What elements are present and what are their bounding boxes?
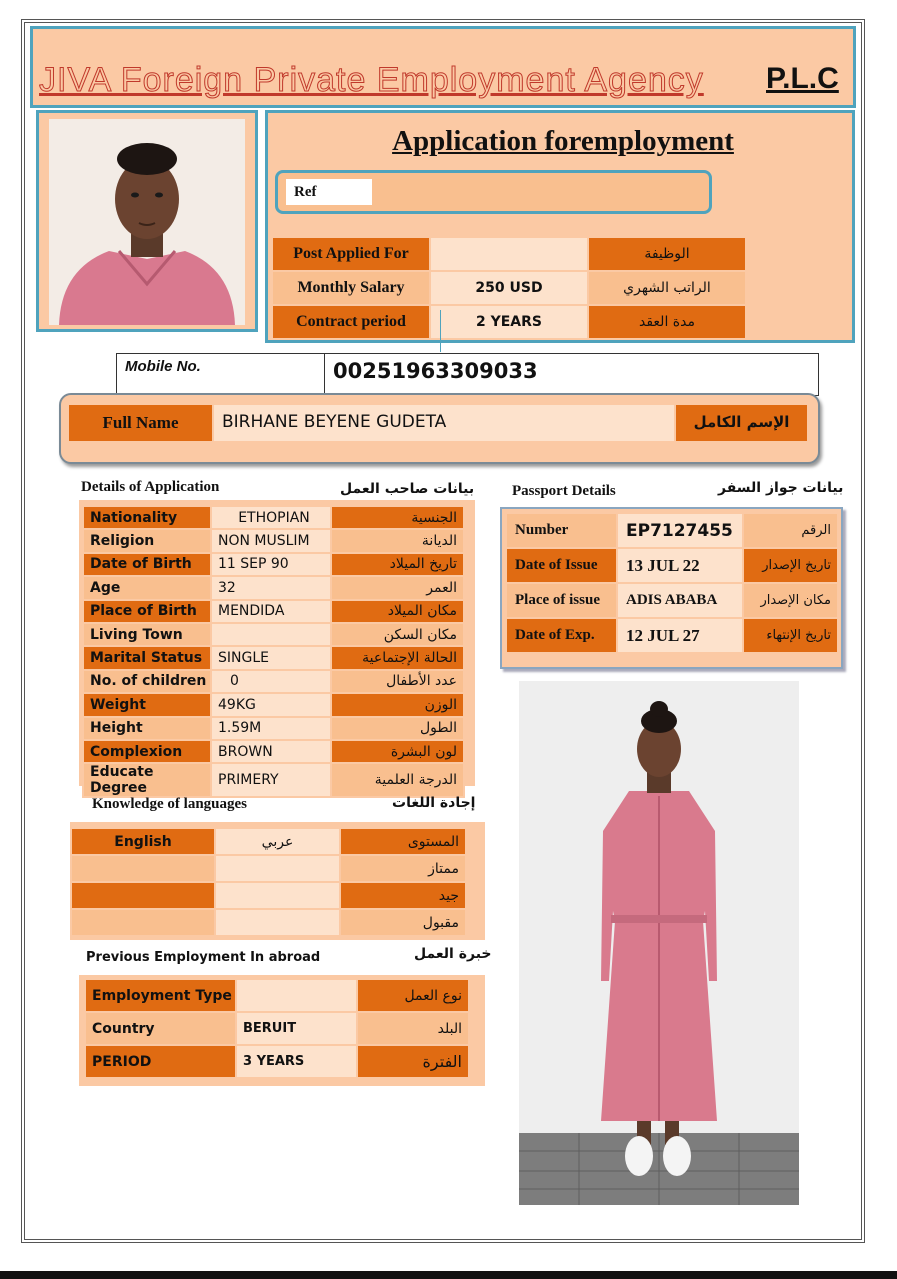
previous-value: BERUIT [236, 1012, 357, 1045]
agency-name: JIVA Foreign Private Employment Agency [39, 61, 704, 99]
passport-title-ar: بيانات جواز السفر [718, 480, 844, 496]
lang-arabic-cell [215, 855, 340, 882]
details-value: MENDIDA [211, 600, 331, 623]
lang-level: مقبول [340, 909, 466, 936]
details-label-ar: تاريخ الميلاد [331, 553, 464, 576]
details-value: NON MUSLIM [211, 529, 331, 552]
previous-title-ar: خبرة العمل [414, 946, 492, 962]
full-name-label: Full Name [69, 405, 212, 441]
connector-line [440, 310, 441, 352]
passport-label-ar: مكان الإصدار [743, 583, 838, 618]
details-label-ar: الديانة [331, 529, 464, 552]
details-label: Religion [83, 529, 211, 552]
table-row [83, 717, 464, 740]
passport-label-ar: تاريخ الإنتهاء [743, 618, 838, 653]
lang-arabic-cell [215, 909, 340, 936]
agency-header [30, 26, 856, 108]
lang-header-level: المستوى [340, 828, 466, 855]
table-row [83, 600, 464, 623]
divider [324, 354, 325, 395]
mobile-label: Mobile No. [125, 358, 201, 375]
passport-issue-place: ADIS ABABA [617, 583, 743, 618]
table-row [83, 763, 464, 797]
details-label-ar: عدد الأطفال [331, 670, 464, 693]
details-value: 11 SEP 90 [211, 553, 331, 576]
previous-label-ar: البلد [357, 1012, 469, 1045]
passport-expiry-date: 12 JUL 27 [617, 618, 743, 653]
details-label: No. of children [83, 670, 211, 693]
table-row [506, 583, 838, 618]
previous-label-ar: نوع العمل [357, 979, 469, 1012]
details-label: Nationality [83, 506, 211, 529]
passport-label-ar: تاريخ الإصدار [743, 548, 838, 583]
contract-label: Contract period [272, 305, 430, 339]
previous-value: 3 YEARS [236, 1045, 357, 1078]
details-value: 1.59M [211, 717, 331, 740]
details-label: Height [83, 717, 211, 740]
table-row [71, 909, 466, 936]
details-value [211, 623, 331, 646]
full-name-value: BIRHANE BEYENE GUDETA [214, 405, 674, 441]
details-label: Weight [83, 693, 211, 716]
details-value: ETHOPIAN [211, 506, 331, 529]
details-label: Marital Status [83, 646, 211, 669]
post-label-ar: الوظيفة [588, 237, 746, 271]
table-row [506, 513, 838, 548]
details-label-ar: العمر [331, 576, 464, 599]
previous-title: Previous Employment In abroad [86, 950, 321, 965]
languages-title: Knowledge of languages [92, 796, 248, 812]
table-row [83, 506, 464, 529]
details-label-ar: الوزن [331, 693, 464, 716]
agency-suffix: P.L.C [766, 62, 839, 95]
lang-arabic-cell [215, 882, 340, 909]
lang-level: جيد [340, 882, 466, 909]
table-row [71, 855, 466, 882]
post-label: Post Applied For [272, 237, 430, 271]
contract-label-ar: مدة العقد [588, 305, 746, 339]
table-row [83, 529, 464, 552]
previous-panel [79, 975, 485, 1086]
full-name-panel [59, 393, 820, 464]
table-row [83, 670, 464, 693]
lang-english-cell [71, 855, 215, 882]
details-label-ar: الطول [331, 717, 464, 740]
previous-label: PERIOD [85, 1045, 236, 1078]
details-value: SINGLE [211, 646, 331, 669]
table-row [83, 646, 464, 669]
application-info-table [271, 236, 747, 340]
table-row [85, 1045, 469, 1078]
application-title: Application foremployment [392, 125, 734, 157]
ref-label: Ref [286, 179, 372, 205]
salary-label: Monthly Salary [272, 271, 430, 305]
details-value: 49KG [211, 693, 331, 716]
lang-english-cell [71, 909, 215, 936]
table-row [272, 237, 746, 271]
table-row [71, 828, 466, 855]
details-label-ar: الجنسية [331, 506, 464, 529]
details-value: 0 [211, 670, 331, 693]
details-label: Place of Birth [83, 600, 211, 623]
details-value: BROWN [211, 740, 331, 763]
previous-value [236, 979, 357, 1012]
table-row [83, 553, 464, 576]
table-row [83, 576, 464, 599]
full-body-photo [519, 681, 799, 1205]
lang-header-english: English [71, 828, 215, 855]
lang-header-arabic: عربي [215, 828, 340, 855]
portrait-frame [36, 110, 258, 332]
passport-panel [500, 507, 843, 669]
languages-table [70, 827, 467, 937]
details-label: Educate Degree [83, 763, 211, 797]
details-title-ar: بيانات صاحب العمل [340, 481, 475, 497]
details-label-ar: لون البشرة [331, 740, 464, 763]
table-row [85, 1012, 469, 1045]
details-label: Living Town [83, 623, 211, 646]
languages-panel [70, 822, 485, 940]
previous-label: Employment Type [85, 979, 236, 1012]
table-row [85, 979, 469, 1012]
previous-label: Country [85, 1012, 236, 1045]
details-label: Complexion [83, 740, 211, 763]
full-name-label-ar: الإسم الكامل [676, 405, 807, 441]
application-panel [265, 110, 855, 343]
details-label-ar: مكان الميلاد [331, 600, 464, 623]
details-label-ar: الحالة الإجتماعية [331, 646, 464, 669]
table-row [83, 740, 464, 763]
ref-box [275, 170, 712, 214]
contract-value: 2 YEARS [430, 305, 588, 339]
passport-label: Place of issue [506, 583, 617, 618]
lang-english-cell [71, 882, 215, 909]
previous-label-ar: الفترة [357, 1045, 469, 1078]
previous-table [84, 978, 470, 1079]
table-row [83, 623, 464, 646]
table-row [83, 693, 464, 716]
salary-label-ar: الراتب الشهري [588, 271, 746, 305]
mobile-value: 00251963309033 [333, 359, 538, 383]
post-value [430, 237, 588, 271]
details-label-ar: الدرجة العلمية [331, 763, 464, 797]
passport-label: Date of Exp. [506, 618, 617, 653]
table-row [272, 271, 746, 305]
details-value: 32 [211, 576, 331, 599]
details-panel [79, 500, 475, 797]
table-row [506, 548, 838, 583]
languages-title-ar: إجادة اللغات [392, 795, 476, 811]
lang-level: ممتاز [340, 855, 466, 882]
details-label: Date of Birth [83, 553, 211, 576]
details-label-ar: مكان السكن [331, 623, 464, 646]
bottom-bar [0, 1271, 897, 1279]
passport-number: EP7127455 [617, 513, 743, 548]
salary-value: 250 USD [430, 271, 588, 305]
table-row [71, 882, 466, 909]
details-title: Details of Application [81, 479, 220, 495]
passport-table [505, 512, 839, 654]
passport-label: Number [506, 513, 617, 548]
passport-title: Passport Details [512, 483, 616, 499]
passport-issue-date: 13 JUL 22 [617, 548, 743, 583]
portrait-photo [49, 119, 245, 325]
passport-label-ar: الرقم [743, 513, 838, 548]
details-table [82, 505, 465, 798]
table-row [506, 618, 838, 653]
table-row [272, 305, 746, 339]
mobile-box [116, 353, 819, 396]
passport-label: Date of Issue [506, 548, 617, 583]
details-value: PRIMERY [211, 763, 331, 797]
details-label: Age [83, 576, 211, 599]
